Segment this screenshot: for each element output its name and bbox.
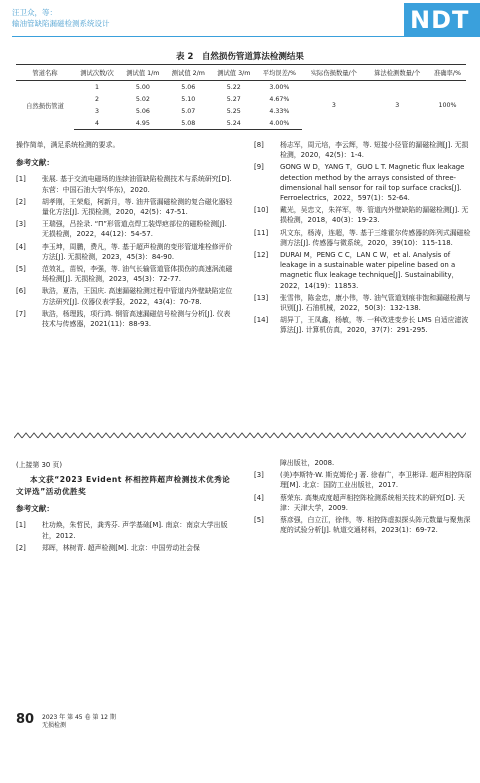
reference-item [16, 520, 234, 540]
reference-item [16, 309, 234, 329]
reference-text: 蔡荣东. 高集成度超声相控阵检测系统相关技术的研究[D]. 天津：天津大学，2009. [280, 493, 465, 512]
cell-value-3: 5.22 [226, 83, 241, 91]
col-header: 管道名称 [16, 65, 74, 81]
reference-number: [7] [16, 309, 26, 318]
reference-item [16, 242, 234, 262]
upper-right-column [254, 140, 472, 336]
reference-item [254, 228, 472, 248]
reference-number: [4] [16, 242, 26, 251]
running-header-title: 输油管缺陷漏磁检测系统设计 [12, 19, 110, 28]
reference-number: [10] [254, 206, 269, 215]
header-rule [12, 36, 404, 37]
col-header: 测试值 2/m [166, 65, 211, 81]
reference-number: [8] [254, 141, 264, 149]
reference-item [16, 264, 234, 284]
cell-value-2: 5.08 [166, 117, 211, 130]
cell-avg-error: 4.67% [269, 95, 290, 103]
reference-text: 蔡彦强，白立江，徐伟，等. 相控阵虚拟探头阵元数量与聚焦深度的试验分析[J]. 轨道交通材料，2023(1)：69-72. [280, 516, 471, 535]
reference-number: [2] [16, 197, 26, 206]
reference-item [254, 293, 472, 313]
continued-note: (上接第 30 页) [16, 461, 63, 469]
reference-item [254, 162, 472, 203]
reference-item [254, 470, 472, 490]
references-heading: 参考文献： [16, 158, 54, 168]
reference-number: [12] [254, 251, 269, 260]
reference-number: [9] [254, 163, 264, 172]
wavy-divider [14, 432, 466, 440]
reference-item [16, 219, 234, 239]
reference-number: [5] [254, 516, 264, 525]
reference-item [16, 197, 234, 217]
reference-item [16, 174, 234, 194]
reference-number: [3] [254, 471, 264, 480]
reference-item [254, 493, 472, 513]
reference-text: 张展. 基于交流电磁场的连续油管缺陷检测技术与系统研究[D]. 东营：中国石油大学(华东)，2020. [42, 175, 232, 194]
cell-value-3: 5.27 [226, 95, 241, 103]
table-caption: 表 2 自然损伤管道算法检测结果 [176, 52, 304, 62]
cell-avg-error: 3.00% [269, 83, 290, 91]
reference-text: 杨志军，周元培，李云辉，等. 短接小径管的漏磁检测[J]. 无损检测，2020，42(5)：1-4. [280, 141, 469, 160]
reference-number: [11] [254, 228, 269, 237]
reference-number: [1] [16, 521, 26, 530]
col-header: 测试次数/次 [74, 65, 120, 81]
references-heading: 参考文献： [16, 504, 54, 514]
reference-continuation: 障出版社，2008. [280, 459, 335, 467]
accuracy-cell: 100% [438, 101, 457, 109]
reference-text: 王瑞强，吕拴录. “Π”形管道点焊工装焊疤部位的磁粉检测[J]. 无损检测，2022，44(12)：54-57. [42, 220, 227, 239]
cell-value-3: 5.25 [226, 107, 241, 115]
body-paragraph: 操作简单，满足系统检测的要求。 [16, 141, 120, 149]
reference-text: 张雪伟，陈金忠，康小伟，等. 油气管道划痕非饱和漏磁检测与识别[J]. 石油机械，2022，50(3)：132-138. [280, 293, 471, 313]
cell-test-no: 1 [95, 83, 100, 91]
reference-text: 郑晖，林树青. 超声检测[M]. 北京：中国劳动社会保 [42, 543, 200, 552]
journal-name: 无损检测 [42, 722, 67, 729]
reference-text: 胡异丁，王凤鑫，杨敏，等. 一种改进变步长 LMS 自适应滤波算法[J]. 计算机仿真，2020，37(7)：291-295. [280, 316, 469, 335]
cell-value-2: 5.07 [181, 107, 196, 115]
cell-value-2: 5.06 [181, 83, 196, 91]
reference-item [254, 140, 472, 160]
cell-value-1: 5.02 [135, 95, 150, 103]
cell-avg-error: 4.33% [269, 107, 290, 115]
reference-number: [13] [254, 293, 269, 302]
reference-number: [5] [16, 265, 26, 274]
cell-test-no: 4 [74, 117, 120, 130]
reference-text: 胡孝刚，王荣彪，柯新月，等. 油井管漏磁检测的复合磁化器轻量化方法[J]. 无损检测，2020，42(5)：47-51. [42, 197, 233, 217]
reference-text: 杜功焕，朱哲民，龚秀芬. 声学基础[M]. 南京：南京大学出版社，2012. [42, 521, 228, 540]
cell-avg-error: 4.00% [257, 117, 303, 130]
reference-number: [4] [254, 493, 264, 502]
reference-text: 巩文东，杨涛，连超，等. 基于三维霍尔传感器的阵列式漏磁检测方法[J]. 传感器与微系统，2020，39(10)：115-118. [280, 228, 471, 247]
reference-number: [2] [16, 543, 26, 552]
reference-text: 李玉坤，周鹏，费凡，等. 基于超声检测的变形管道堆栓修评价方法[J]. 无损检测，2023，45(3)：84-90. [42, 242, 233, 261]
reference-text: GONG W D，YANG T，GUO L T. Magnetic flux leakage detection method by the arrays consisted of three-dimensional hall sensor for rail top surface cracks[J]. Ferroelectrics，2022，597(1)：52-64. [280, 163, 465, 203]
col-header: 实际伤损数量/个 [302, 65, 365, 81]
reference-text: 耿浩，杨理践，项行鸿. 钢管高速漏磁信号检测与分析[J]. 仪表技术与传感器，2021(11)：88-93. [42, 309, 231, 329]
cell-value-1: 4.95 [120, 117, 165, 130]
table-row [16, 81, 466, 94]
results-table [16, 64, 466, 130]
cell-value-2: 5.10 [181, 95, 196, 103]
cell-test-no: 2 [95, 95, 100, 103]
reference-text: 范效礼，苗锐，李强，等. 油气长输管道管体损伤的高速涡流磁场检测[J]. 无损检测，2023，45(3)：72-77. [42, 265, 233, 284]
issue-info: 2023 年 第 45 卷 第 12 期 [42, 714, 116, 721]
detected-count-cell: 3 [395, 101, 400, 109]
lower-left-column [16, 460, 234, 553]
footer-info [42, 714, 116, 730]
running-header-authors: 汪卫众，等： [12, 8, 57, 17]
reference-item [16, 286, 234, 306]
col-header: 平均误差/% [257, 65, 303, 81]
reference-item [254, 515, 472, 535]
pipe-name-cell: 自然损伤管道 [26, 102, 64, 110]
cell-value-1: 5.00 [135, 83, 150, 91]
col-header: 算法检测数量/个 [366, 65, 429, 81]
reference-number: [14] [254, 316, 269, 325]
reference-number: [6] [16, 287, 26, 296]
reference-text: (美)李斯特·W. 斯克姆伦·J 著. 徐春广，李卫彬译. 超声相控阵原理[M]. 北京：国防工业出版社，2017. [280, 471, 472, 490]
col-header: 测试值 1/m [120, 65, 165, 81]
reference-number: [1] [16, 175, 26, 184]
logo-text: NDT [410, 6, 470, 34]
col-header: 准确率/% [429, 65, 466, 81]
col-header: 测试值 3/m [211, 65, 256, 81]
reference-text: DURAI M，PENG C C，LAN C W，et al. Analysis of leakage in a sustainable water pipeline based on a magnetic flux leakage technique[J]. Sustainability，2022，14(19)：11853. [280, 251, 459, 290]
reference-item [254, 205, 472, 225]
reference-text: 戴光，吴忠文，朱祥军，等. 管道内外壁缺陷的漏磁检测[J]. 无损检测，2018，40(3)：19-23. [280, 206, 469, 225]
table-header-row [16, 65, 466, 81]
award-notice: 本文获“2023 Evident 杯相控阵超声检测技术优秀论文评选”活动优胜奖 [16, 475, 231, 497]
reference-item [254, 315, 472, 335]
actual-count-cell: 3 [331, 101, 336, 109]
cell-value-1: 5.06 [135, 107, 150, 115]
cell-value-3: 5.24 [211, 117, 256, 130]
reference-item [254, 250, 472, 291]
reference-item [16, 543, 234, 553]
reference-text: 耿浩，夏浩，王国庆. 高速漏磁检测过程中管道内外壁缺陷定位方法研究[J]. 仪器仪表学报，2022，43(4)：70-78. [42, 287, 233, 306]
cell-test-no: 3 [95, 107, 100, 115]
upper-left-column [16, 140, 234, 329]
lower-right-column [254, 458, 472, 535]
reference-number: [3] [16, 220, 26, 229]
page-number: 80 [16, 712, 35, 727]
journal-logo [404, 3, 480, 37]
